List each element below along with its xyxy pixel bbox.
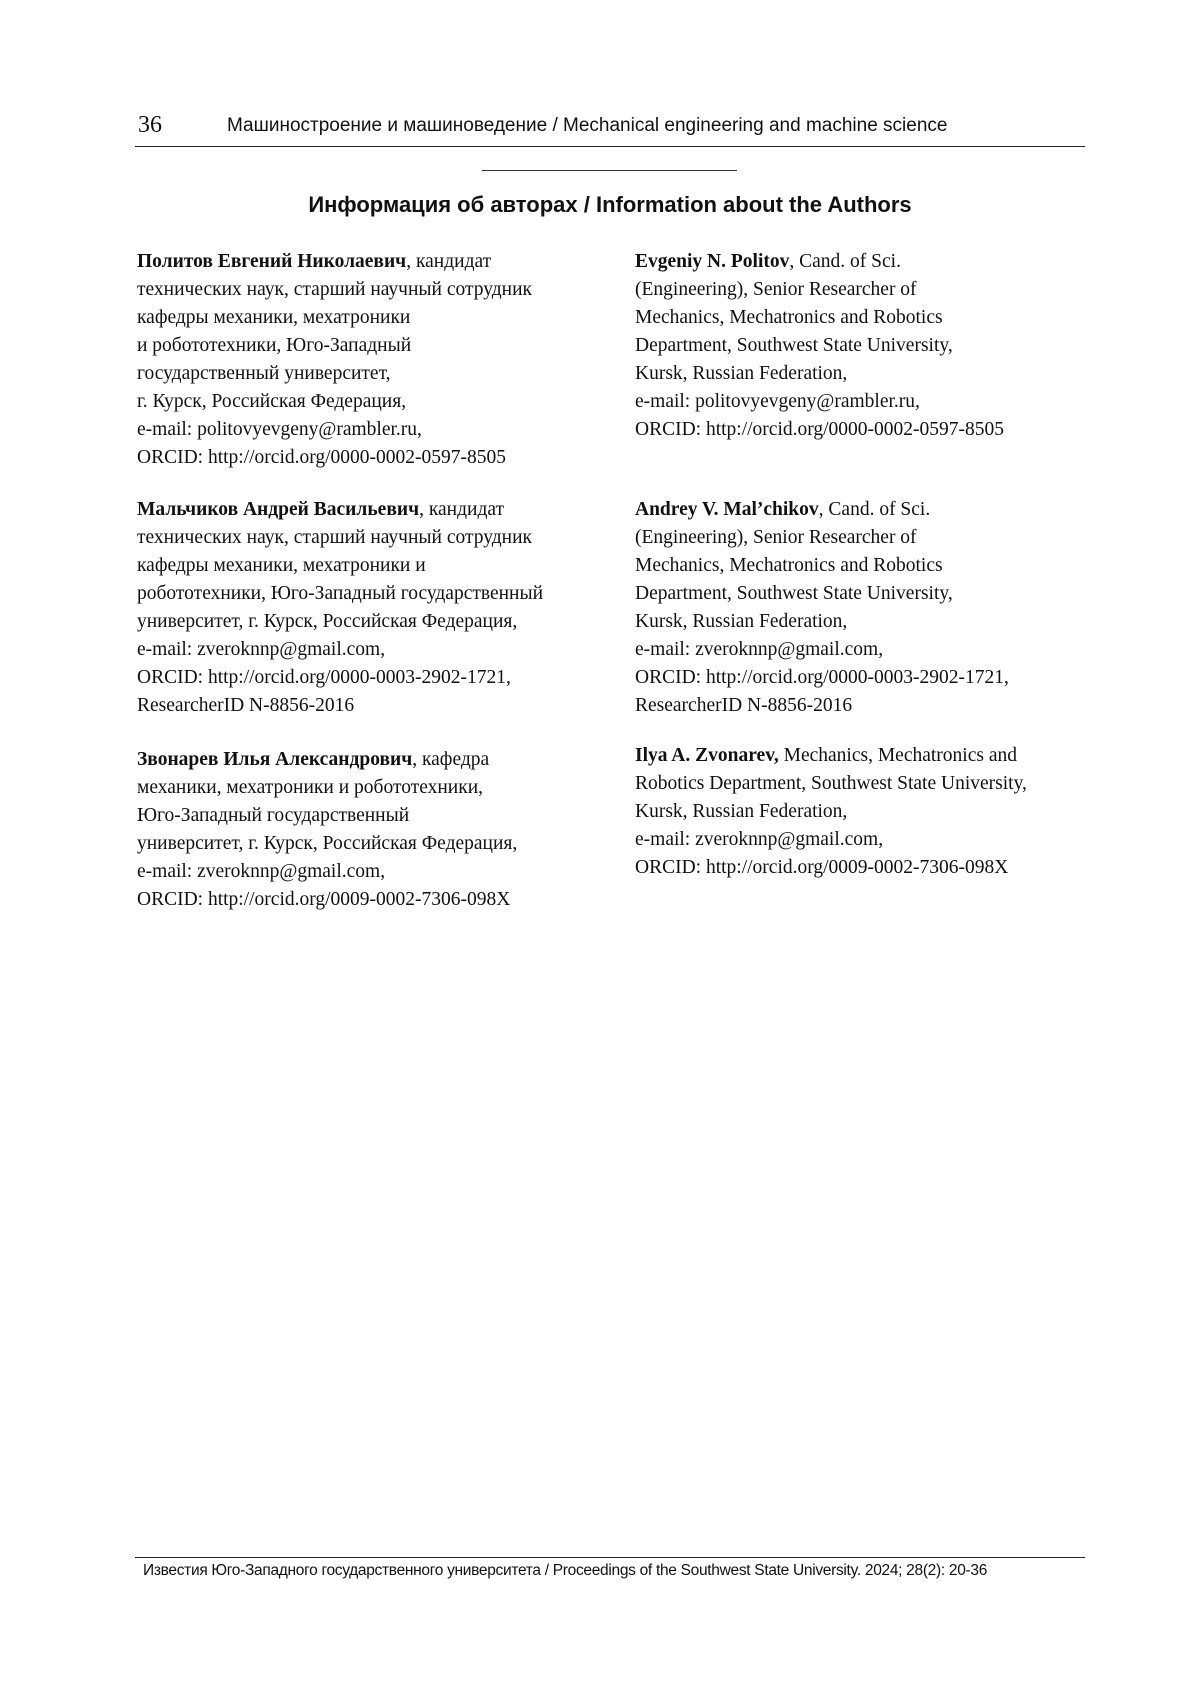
author-text-line: Юго-Западный государственный <box>137 805 410 826</box>
author-text-line: технических наук, старший научный сотрудник <box>137 279 533 300</box>
author-text-line: Mechanics, Mechatronics and Robotics <box>635 555 943 576</box>
author-name: Andrey V. Mal’chikov <box>635 499 819 520</box>
page-footer <box>135 1557 1085 1580</box>
author-researcher-id: ResearcherID N-8856-2016 <box>635 695 853 716</box>
author-orcid: ORCID: http://orcid.org/0009-0002-7306-098X <box>137 889 511 910</box>
author-entry-ru <box>137 746 627 914</box>
author-orcid: ORCID: http://orcid.org/0009-0002-7306-098X <box>635 857 1009 878</box>
author-name: Ilya A. Zvonarev, <box>635 745 779 766</box>
author-text-line: робототехники, Юго-Западный государственный <box>137 583 544 604</box>
author-email: e-mail: politovyevgeny@rambler.ru, <box>635 391 920 412</box>
author-text-line: , кафедра <box>412 749 490 770</box>
author-first-line <box>635 496 1105 524</box>
author-text-line: государственный университет, <box>137 363 391 384</box>
author-text-line: университет, г. Курск, Российская Федерация, <box>137 833 518 854</box>
author-first-line <box>137 496 627 524</box>
author-entry-en <box>635 742 1105 882</box>
author-researcher-id: ResearcherID N-8856-2016 <box>137 695 355 716</box>
author-orcid: ORCID: http://orcid.org/0000-0002-0597-8505 <box>635 419 1005 440</box>
author-name: Звонарев Илья Александрович <box>137 749 413 770</box>
journal-citation: Известия Юго-Западного государственного университета / Proceedings of the Southwest State University. 2024; 28(2): 20-36 <box>143 1562 988 1579</box>
author-text-line: механики, мехатроники и робототехники, <box>137 777 484 798</box>
author-text-line: Mechanics, Mechatronics and Robotics <box>635 307 943 328</box>
author-text-line: кафедры механики, мехатроники <box>137 307 411 328</box>
author-orcid: ORCID: http://orcid.org/0000-0002-0597-8505 <box>137 447 507 468</box>
author-orcid: ORCID: http://orcid.org/0000-0003-2902-1721, <box>137 667 511 688</box>
author-email: e-mail: zveroknnp@gmail.com, <box>137 861 386 882</box>
author-email: e-mail: zveroknnp@gmail.com, <box>635 829 884 850</box>
author-text-line: Mechanics, Mechatronics and <box>778 745 1017 766</box>
author-text-line: Kursk, Russian Federation, <box>635 363 848 384</box>
section-separator <box>482 170 737 171</box>
page-header <box>135 108 1085 147</box>
author-text-line: университет, г. Курск, Российская Федерация, <box>137 611 518 632</box>
author-text-line: Kursk, Russian Federation, <box>635 801 848 822</box>
author-text-line: (Engineering), Senior Researcher of <box>635 527 917 548</box>
author-name: Evgeniy N. Politov <box>635 251 790 272</box>
author-entry-ru <box>137 248 627 472</box>
author-text-line: и робототехники, Юго-Западный <box>137 335 412 356</box>
author-entry-en <box>635 248 1105 444</box>
author-first-line <box>137 248 627 276</box>
author-entry-en <box>635 496 1105 720</box>
author-first-line <box>635 742 1105 770</box>
author-first-line <box>635 248 1105 276</box>
section-title: Информация об авторах / Information about the Authors <box>308 192 912 217</box>
author-name: Политов Евгений Николаевич <box>137 251 407 272</box>
author-text-line: кафедры механики, мехатроники и <box>137 555 426 576</box>
author-name: Мальчиков Андрей Васильевич <box>137 499 420 520</box>
page-number: 36 <box>138 112 162 138</box>
author-text-line: Kursk, Russian Federation, <box>635 611 848 632</box>
author-email: e-mail: zveroknnp@gmail.com, <box>137 639 386 660</box>
running-head: Машиностроение и машиноведение / Mechanical engineering and machine science <box>227 115 948 136</box>
author-text-line: Robotics Department, Southwest State University, <box>635 773 1027 794</box>
author-orcid: ORCID: http://orcid.org/0000-0003-2902-1721, <box>635 667 1009 688</box>
author-first-line <box>137 746 627 774</box>
author-text-line: , Cand. of Sci. <box>818 499 931 520</box>
author-text-line: (Engineering), Senior Researcher of <box>635 279 917 300</box>
author-text-line: Department, Southwest State University, <box>635 335 953 356</box>
author-text-line: г. Курск, Российская Федерация, <box>137 391 407 412</box>
author-text-line: технических наук, старший научный сотрудник <box>137 527 533 548</box>
author-text-line: , Cand. of Sci. <box>789 251 901 272</box>
author-text-line: , кандидат <box>419 499 505 520</box>
author-email: e-mail: zveroknnp@gmail.com, <box>635 639 884 660</box>
author-entry-ru <box>137 496 627 720</box>
author-text-line: , кандидат <box>406 251 492 272</box>
author-text-line: Department, Southwest State University, <box>635 583 953 604</box>
author-email: e-mail: politovyevgeny@rambler.ru, <box>137 419 422 440</box>
